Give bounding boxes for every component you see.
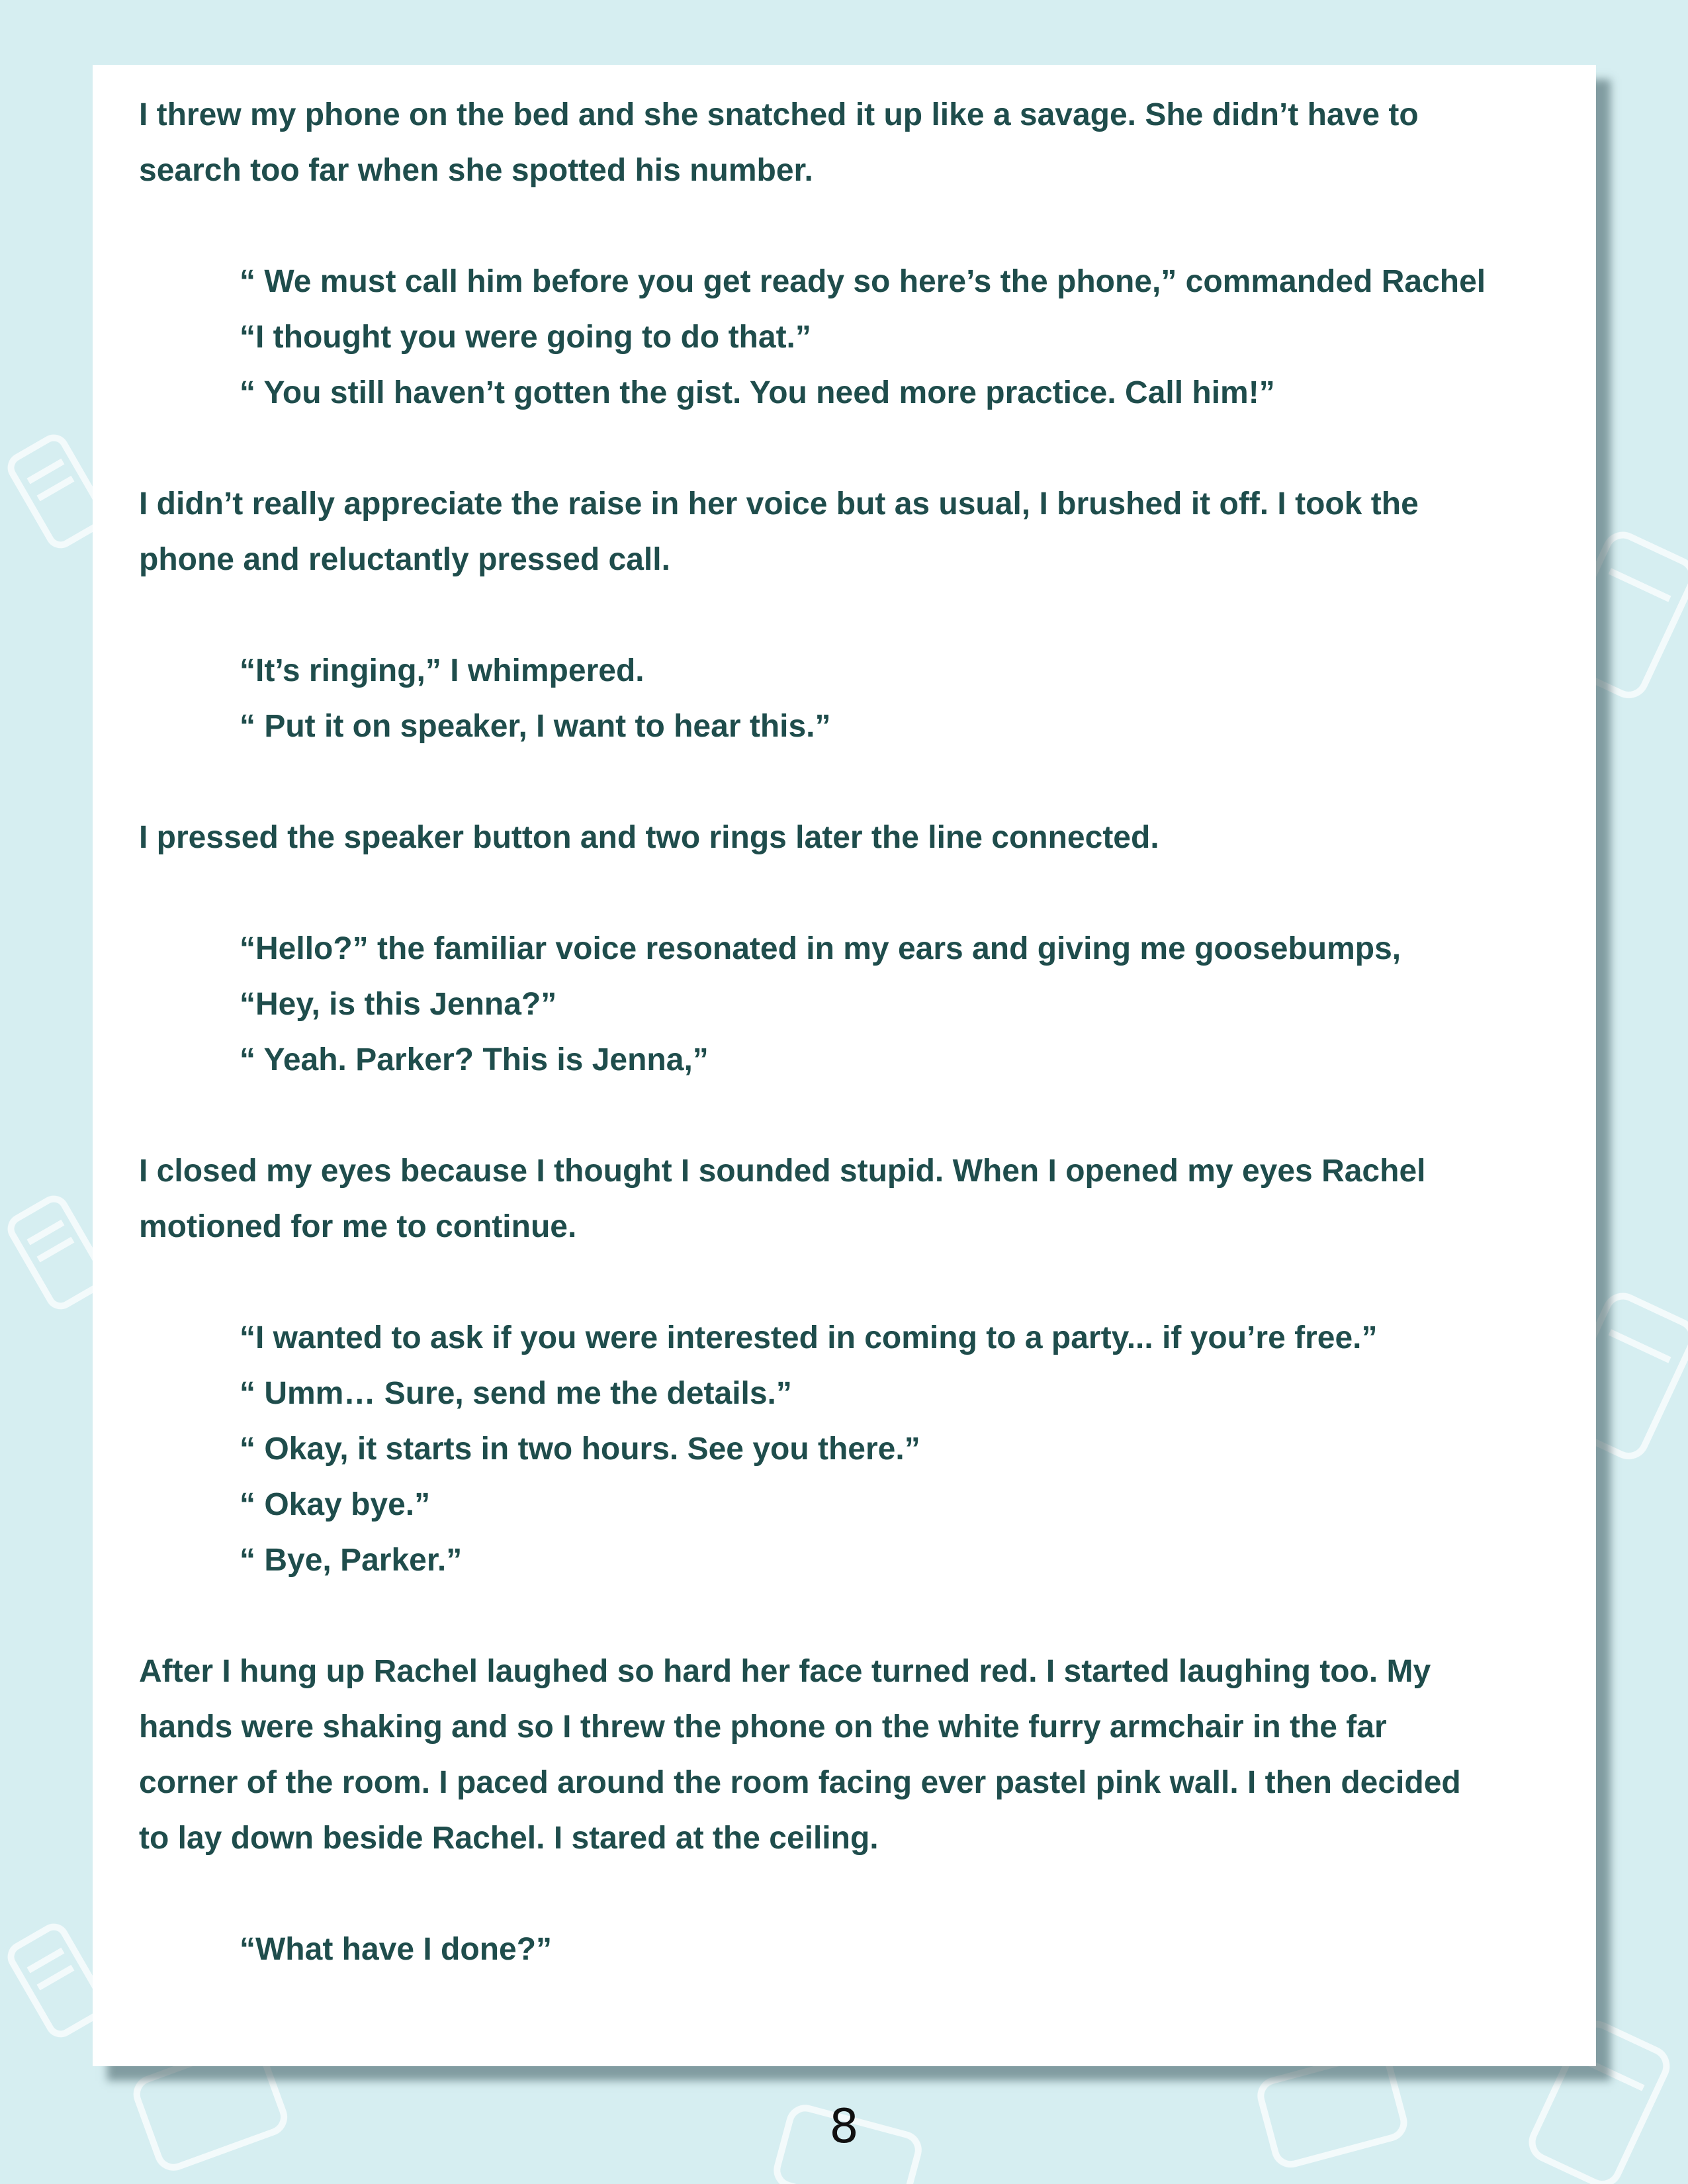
dialog-line: “ We must call him before you get ready so here’s the phone,” commanded Rachel [240, 264, 1486, 299]
dialog-line: “I thought you were going to do that.” [240, 320, 811, 355]
paragraph [139, 477, 1555, 588]
dialog-line: “ Bye, Parker.” [240, 1543, 463, 1578]
text-line: I pressed the speaker button and two rings later the line connected. [139, 820, 1159, 855]
text-line: I threw my phone on the bed and she snatched it up like a savage. She didn’t have to [139, 97, 1419, 132]
dialog-line: “ Put it on speaker, I want to hear this.” [240, 709, 831, 744]
dialog-line: “I wanted to ask if you were interested in coming to a party... if you’re free.” [240, 1320, 1378, 1355]
paragraph [139, 810, 1555, 866]
dialog-block [139, 1310, 1555, 1588]
text-line: phone and reluctantly pressed call. [139, 542, 670, 577]
dialog-line: “Hello?” the familiar voice resonated in my ears and giving me goosebumps, [240, 931, 1401, 966]
text-line: corner of the room. I paced around the room facing ever pastel pink wall. I then decided [139, 1765, 1461, 1800]
paragraph [139, 87, 1555, 199]
dialog-line: “ Okay bye.” [240, 1487, 431, 1522]
text-line: After I hung up Rachel laughed so hard her face turned red. I started laughing too. My [139, 1654, 1431, 1689]
dialog-line: “ Yeah. Parker? This is Jenna,” [240, 1042, 709, 1077]
page-number: 8 [829, 2099, 859, 2154]
dialog-line: “What have I done?” [240, 1932, 553, 1967]
dialog-block [139, 1922, 1555, 1978]
dialog-block [139, 643, 1555, 754]
text-line: search too far when she spotted his number. [139, 153, 813, 188]
text-line: I didn’t really appreciate the raise in her voice but as usual, I brushed it off. I took the [139, 486, 1419, 522]
story-text [139, 87, 1555, 1978]
text-line: to lay down beside Rachel. I stared at the ceiling. [139, 1821, 879, 1856]
paragraph [139, 1144, 1555, 1255]
text-line: hands were shaking and so I threw the phone on the white furry armchair in the far [139, 1709, 1387, 1745]
dialog-line: “ You still haven’t gotten the gist. You need more practice. Call him!” [240, 375, 1275, 410]
text-line: motioned for me to continue. [139, 1209, 577, 1244]
dialog-block [139, 921, 1555, 1088]
document-page [93, 65, 1596, 2066]
text-line: I closed my eyes because I thought I sounded stupid. When I opened my eyes Rachel [139, 1154, 1426, 1189]
dialog-line: “Hey, is this Jenna?” [240, 987, 557, 1022]
dialog-line: “It’s ringing,” I whimpered. [240, 653, 644, 688]
dialog-line: “ Umm… Sure, send me the details.” [240, 1376, 792, 1411]
dialog-line: “ Okay, it starts in two hours. See you there.” [240, 1432, 920, 1467]
paragraph [139, 1644, 1555, 1866]
dialog-block [139, 254, 1555, 421]
